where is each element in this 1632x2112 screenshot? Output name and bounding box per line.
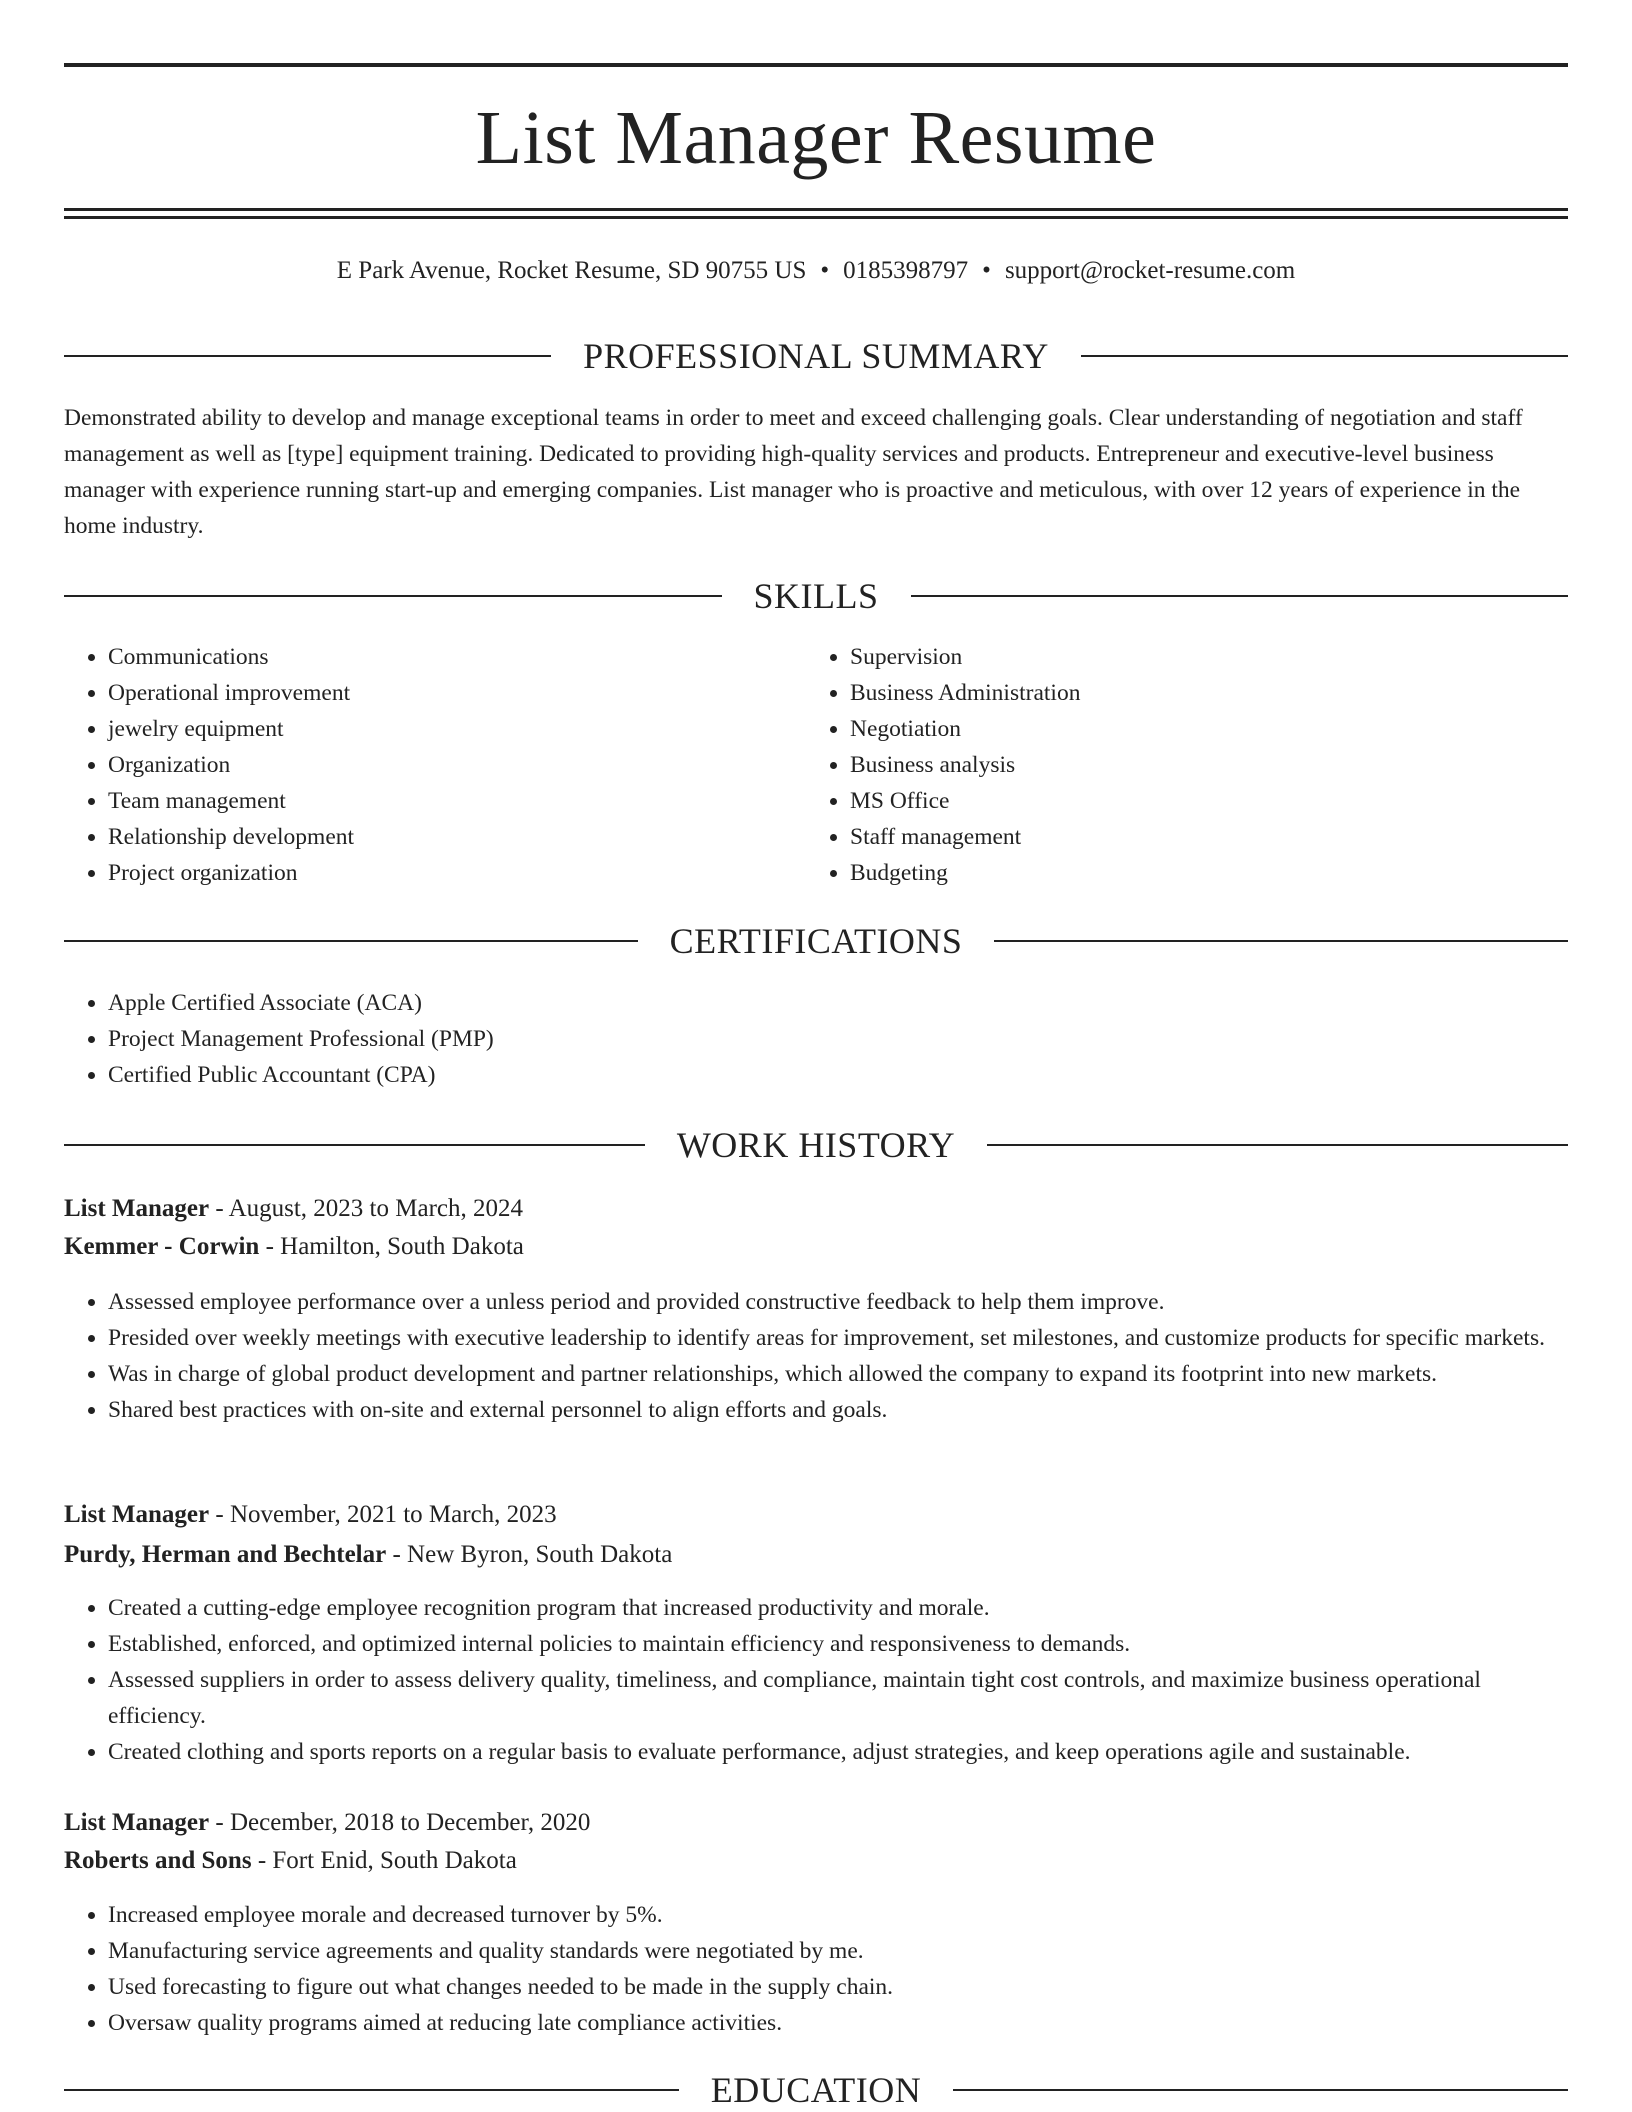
contact-line [64, 254, 1568, 288]
job-bullet: • Assessed suppliers in order to assess delivery quality, timeliness, and compliance, maintain tight cost controls, and maximize business operational efficiency. [108, 1662, 1568, 1734]
section-title: PROFESSIONAL SUMMARY [583, 336, 1049, 376]
skill-item: • Project organization [108, 855, 788, 891]
contact-address: E Park Avenue, Rocket Resume, SD 90755 US [336, 257, 807, 284]
skill-item: • Negotiation [850, 711, 1550, 747]
skill-item: • Budgeting [850, 855, 1550, 891]
job-location: - New Byron, South Dakota [386, 1541, 673, 1568]
job-bullet: • Was in charge of global product development and partner relationships, which allowed the company to expand its footprint into new markets. [108, 1356, 1568, 1392]
job-bullets [64, 1897, 1568, 2041]
job-bullets [64, 1590, 1568, 1770]
contact-email[interactable]: support@rocket-resume.com [1004, 257, 1296, 284]
job-company-line [64, 1537, 1568, 1573]
job-title: List Manager [64, 1809, 210, 1836]
section-heading-education [64, 2068, 1568, 2112]
job-bullet: • Created clothing and sports reports on a regular basis to evaluate performance, adjust strategies, and keep operations agile and sustainable. [108, 1734, 1568, 1770]
job-bullet: • Assessed employee performance over a unless period and provided constructive feedback to help them improve. [108, 1284, 1568, 1320]
job-bullet: • Used forecasting to figure out what changes needed to be made in the supply chain. [108, 1969, 1568, 2005]
contact-separator: • [820, 257, 830, 284]
skill-item: • Supervision [850, 639, 1550, 675]
job-bullet: • Created a cutting-edge employee recognition program that increased productivity and morale. [108, 1590, 1568, 1626]
heading-rule-right [911, 595, 1569, 597]
job-company: Roberts and Sons [64, 1847, 252, 1874]
job-dates: - December, 2018 to December, 2020 [209, 1809, 591, 1836]
certification-item: • Certified Public Accountant (CPA) [108, 1057, 1548, 1093]
skill-item: • Team management [108, 783, 788, 819]
section-heading-skills [64, 574, 1568, 618]
resume-title: List Manager Resume [475, 96, 1157, 180]
job-dates: - November, 2021 to March, 2023 [209, 1501, 557, 1528]
section-title: SKILLS [753, 576, 879, 616]
job-bullet: • Presided over weekly meetings with executive leadership to identify areas for improvement, set milestones, and customize products for specific markets. [108, 1320, 1568, 1356]
job-title: List Manager [64, 1501, 210, 1528]
contact-phone: 0185398797 [843, 257, 969, 284]
certification-item: • Apple Certified Associate (ACA) [108, 985, 1548, 1021]
job-bullets [64, 1284, 1568, 1428]
skills-list-left [64, 639, 788, 891]
job-bullet: • Manufacturing service agreements and quality standards were negotiated by me. [108, 1933, 1568, 1969]
top-rule [64, 63, 1568, 67]
heading-rule-left [64, 1144, 645, 1146]
job-location: - Hamilton, South Dakota [259, 1233, 524, 1260]
heading-rule-left [64, 595, 722, 597]
skills-list-right [806, 639, 1550, 891]
job-title-line [64, 1497, 1568, 1533]
certification-item: • Project Management Professional (PMP) [108, 1021, 1548, 1057]
skill-item: • MS Office [850, 783, 1550, 819]
job-title-line [64, 1805, 1568, 1841]
section-title: WORK HISTORY [676, 1125, 956, 1165]
heading-rule-right [1081, 355, 1568, 357]
job-bullet: • Established, enforced, and optimized internal policies to maintain efficiency and responsiveness to demands. [108, 1626, 1568, 1662]
heading-rule-left [64, 940, 638, 942]
section-heading-certifications [64, 919, 1568, 963]
skill-item: • Staff management [850, 819, 1550, 855]
job-title: List Manager [64, 1195, 210, 1222]
section-title: CERTIFICATIONS [669, 921, 963, 961]
heading-rule-right [994, 940, 1568, 942]
job-title-line [64, 1191, 1568, 1227]
skill-item: • Organization [108, 747, 788, 783]
title-double-rule-upper [64, 208, 1568, 211]
skill-item: • Business Administration [850, 675, 1550, 711]
skill-item: • Relationship development [108, 819, 788, 855]
section-heading-work-history [64, 1123, 1568, 1167]
heading-rule-right [953, 2089, 1568, 2091]
job-bullet: • Shared best practices with on-site and external personnel to align efforts and goals. [108, 1392, 1568, 1428]
job-bullet: • Increased employee morale and decreased turnover by 5%. [108, 1897, 1568, 1933]
section-heading-summary [64, 334, 1568, 378]
job-company-line [64, 1229, 1568, 1265]
heading-rule-right [987, 1144, 1568, 1146]
title-double-rule-lower [64, 216, 1568, 219]
summary-text: Demonstrated ability to develop and manage exceptional teams in order to meet and exceed challenging goals. Clear understanding of negotiation and staff management as well as [type] equipment training. Dedicated to providing high-quality services and products. Entrepreneur and executive-level business manager with experience running start-up and emerging companies. List manager who is proactive and meticulous, with over 12 years of experience in the home industry. [64, 405, 1523, 539]
heading-rule-left [64, 2089, 679, 2091]
certifications-list [64, 985, 1548, 1093]
section-title: EDUCATION [710, 2070, 922, 2110]
skill-item: • Operational improvement [108, 675, 788, 711]
job-company: Purdy, Herman and Bechtelar [64, 1541, 387, 1568]
job-bullet: • Oversaw quality programs aimed at reducing late compliance activities. [108, 2005, 1568, 2041]
job-dates: - August, 2023 to March, 2024 [209, 1195, 523, 1222]
skill-item: • jewelry equipment [108, 711, 788, 747]
heading-rule-left [64, 355, 551, 357]
job-location: - Fort Enid, South Dakota [251, 1847, 517, 1874]
skill-item: • Communications [108, 639, 788, 675]
contact-separator: • [982, 257, 991, 284]
job-company: Kemmer - Corwin [64, 1233, 260, 1260]
job-company-line [64, 1843, 1568, 1879]
skill-item: • Business analysis [850, 747, 1550, 783]
